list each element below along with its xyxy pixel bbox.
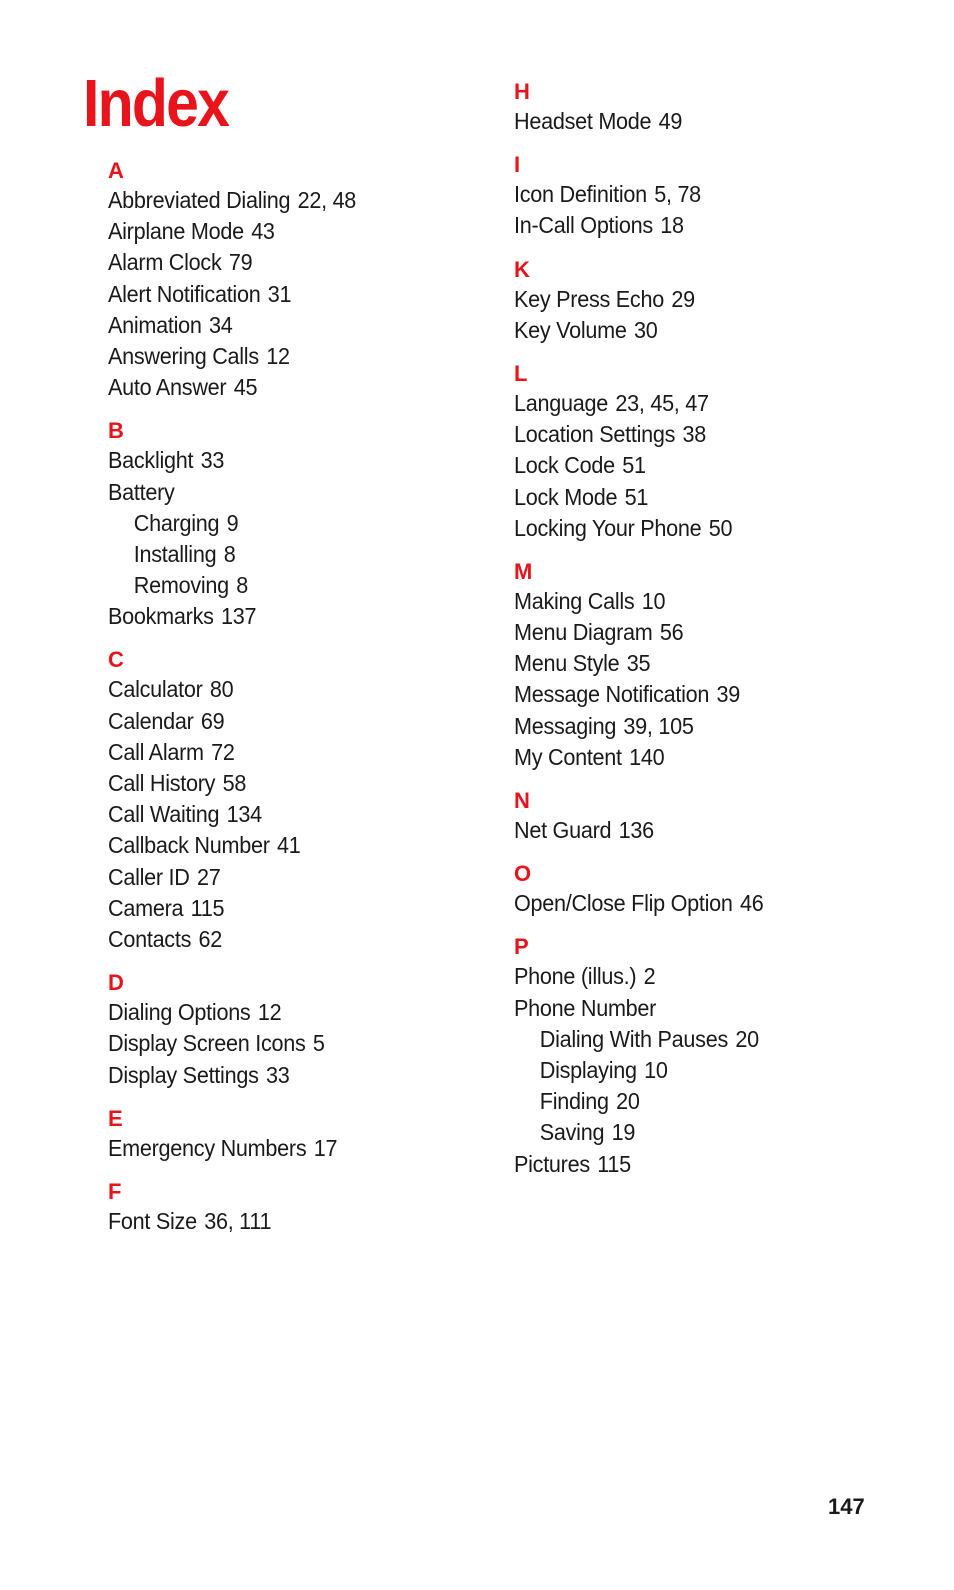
entry-page-ref: 80 [209,676,234,703]
entry-term: Message Notification [514,681,710,708]
index-entry [514,742,900,773]
index-section-c [108,646,498,955]
entry-term: Language [514,389,608,416]
entry-term: Charging [133,509,220,536]
index-entry [108,924,467,955]
entry-page-ref: 49 [658,108,683,134]
entry-page-ref: 50 [708,514,733,541]
entry-page-ref: 39 [716,681,741,708]
section-letter: M [514,558,533,584]
entry-page-ref: 46 [740,890,764,917]
section-letter: B [108,418,124,444]
entry-page-ref: 9 [226,509,239,536]
entry-term: Key Volume [514,316,627,343]
entry-term: Auto Answer [108,374,227,401]
index-entry [514,586,900,617]
section-letter: K [514,256,530,282]
entry-page-ref: 115 [597,1150,631,1177]
entry-page-ref: 33 [200,447,225,474]
index-entry [108,862,467,893]
index-section-f [108,1178,498,1237]
entry-page-ref: 35 [626,650,651,677]
index-section-n [514,787,934,846]
entry-term: Alarm Clock [108,249,222,276]
entry-page-ref: 140 [629,743,665,770]
entry-page-ref: 10 [644,1056,668,1083]
entry-page-ref: 8 [223,540,236,567]
entry-term: Pictures [514,1150,590,1177]
index-entry [514,284,900,315]
entry-term: Icon Definition [514,181,647,208]
index-entry [514,419,900,450]
entry-page-ref: 17 [313,1134,338,1161]
entry-term: Backlight [108,447,194,474]
entry-term: Removing [133,572,229,599]
entry-term: Dialing Options [108,999,251,1026]
index-entry [108,445,467,476]
entry-term: Dialing With Pauses [539,1025,728,1052]
index-subentry [514,1055,900,1086]
index-section-b [108,417,498,632]
index-entry [108,372,467,403]
entry-page-ref: 10 [641,587,666,614]
section-letter: N [514,788,530,813]
index-entry [108,247,467,278]
index-entry [514,888,900,919]
index-entry [514,617,900,648]
index-entry [514,711,900,742]
entry-term: Locking Your Phone [514,514,702,541]
index-entry [108,1133,467,1164]
entry-term: Call Alarm [108,738,204,765]
index-entry [514,993,900,1024]
index-section-h [514,78,934,137]
index-entry [108,477,467,508]
entry-term: Messaging [514,712,617,739]
index-section-e [108,1105,498,1164]
index-entry [514,106,900,137]
section-letter: A [108,158,124,183]
index-entry [514,210,900,241]
entry-term: Calendar [108,707,194,734]
index-section-d [108,969,498,1091]
entry-page-ref: 18 [660,212,684,239]
entry-page-ref: 29 [671,285,695,312]
entry-page-ref: 27 [196,863,221,890]
entry-term: Finding [539,1088,609,1115]
entry-page-ref: 20 [616,1088,640,1115]
entry-page-ref: 19 [611,1119,636,1146]
index-entry [108,341,467,372]
index-entry [514,679,900,710]
index-entry [108,310,467,341]
entry-term: Calculator [108,676,203,703]
entry-term: Phone Number [514,994,657,1021]
index-entry [108,997,467,1028]
index-entry [108,1028,467,1059]
index-section-l [514,360,934,544]
index-section-k [514,256,934,346]
section-letter: E [108,1105,123,1131]
index-column-left [108,157,498,1251]
index-entry [514,315,900,346]
entry-term: Menu Style [514,650,620,677]
index-entry [514,482,900,513]
entry-page-ref: 115 [190,894,225,921]
section-letter: C [108,647,124,673]
entry-page-ref: 51 [622,452,646,479]
entry-term: Saving [539,1119,605,1146]
entry-page-ref: 2 [643,963,656,990]
entry-term: Contacts [108,925,192,952]
entry-term: Callback Number [108,832,270,859]
entry-page-ref: 31 [267,280,292,307]
entry-term: Open/Close Flip Option [514,890,733,917]
section-letter: L [514,360,528,386]
index-entry [514,450,900,481]
entry-term: Phone (illus.) [514,963,637,990]
entry-page-ref: 39, 105 [623,712,694,739]
section-letter: I [514,152,521,178]
index-section-p [514,933,934,1179]
entry-page-ref: 12 [266,342,290,369]
entry-page-ref: 8 [236,572,249,599]
index-entry [514,513,900,544]
index-entry [108,279,467,310]
index-entry [514,179,900,210]
entry-term: Battery [108,478,175,505]
index-section-o [514,860,934,919]
entry-term: Call Waiting [108,801,220,828]
entry-term: Lock Code [514,452,615,479]
section-letter: D [108,970,124,996]
section-letter: P [514,934,529,960]
entry-page-ref: 51 [624,483,649,510]
index-subentry [108,570,467,601]
index-subentry [514,1086,900,1117]
entry-page-ref: 38 [682,421,707,448]
index-entry [108,1206,467,1237]
index-entry [514,648,900,679]
entry-page-ref: 72 [211,738,235,765]
index-entry [108,601,467,632]
entry-term: Call History [108,770,216,796]
entry-page-ref: 23, 45, 47 [615,389,709,416]
entry-page-ref: 41 [277,832,301,859]
index-entry [108,799,467,830]
entry-term: Installing [133,540,217,567]
index-subentry [108,508,467,539]
entry-term: Abbreviated Dialing [108,187,291,213]
entry-term: In-Call Options [514,212,653,239]
section-letter: H [514,79,530,104]
entry-page-ref: 22, 48 [297,187,357,213]
section-letter: O [514,861,532,887]
entry-term: Making Calls [514,587,635,614]
index-section-m [514,558,934,773]
index-entry [108,216,467,247]
entry-term: Bookmarks [108,603,214,630]
index-entry [514,961,900,992]
entry-term: Animation [108,311,202,338]
entry-term: Display Settings [108,1061,259,1088]
section-letter: F [108,1178,122,1204]
entry-term: Lock Mode [514,483,618,510]
entry-term: Alert Notification [108,280,261,307]
index-column-right [514,78,934,1194]
entry-term: Camera [108,894,184,921]
index-entry [514,388,900,419]
entry-page-ref: 62 [198,925,222,952]
entry-page-ref: 137 [221,603,257,630]
entry-term: Headset Mode [514,108,652,134]
entry-page-ref: 58 [222,770,247,796]
index-entry [108,1060,467,1091]
entry-page-ref: 43 [251,218,275,245]
entry-term: Emergency Numbers [108,1134,307,1161]
entry-term: Answering Calls [108,342,259,369]
index-entry [514,815,900,846]
index-entry [108,768,467,799]
entry-page-ref: 36, 111 [204,1207,272,1234]
entry-page-ref: 5 [312,1030,325,1057]
index-entry [108,893,467,924]
entry-page-ref: 30 [633,316,658,343]
entry-page-ref: 56 [659,619,684,646]
index-entry [108,185,467,216]
entry-page-ref: 5, 78 [654,181,701,208]
index-entry [108,674,467,705]
index-entry [108,830,467,861]
entry-term: Net Guard [514,817,612,843]
entry-page-ref: 34 [209,311,233,338]
page-number: 147 [828,1494,865,1519]
entry-page-ref: 79 [228,249,253,276]
entry-term: Displaying [539,1056,637,1083]
entry-page-ref: 20 [735,1025,759,1052]
page-title: Index [83,66,229,141]
entry-page-ref: 12 [257,999,282,1026]
entry-term: Location Settings [514,421,676,448]
entry-page-ref: 45 [233,374,258,401]
entry-term: Airplane Mode [108,218,244,245]
index-subentry [514,1024,900,1055]
entry-term: Menu Diagram [514,619,653,646]
index-subentry [108,539,467,570]
entry-page-ref: 69 [200,707,225,734]
entry-page-ref: 134 [226,801,262,828]
index-entry [514,1149,900,1180]
entry-term: Font Size [108,1207,197,1234]
entry-term: My Content [514,743,622,770]
entry-page-ref: 136 [618,817,654,843]
index-section-a [108,157,498,403]
index-section-i [514,151,934,241]
entry-term: Display Screen Icons [108,1030,306,1057]
index-entry [108,737,467,768]
entry-page-ref: 33 [265,1061,290,1088]
entry-term: Key Press Echo [514,285,664,312]
index-entry [108,706,467,737]
entry-term: Caller ID [108,863,190,890]
index-subentry [514,1117,900,1148]
